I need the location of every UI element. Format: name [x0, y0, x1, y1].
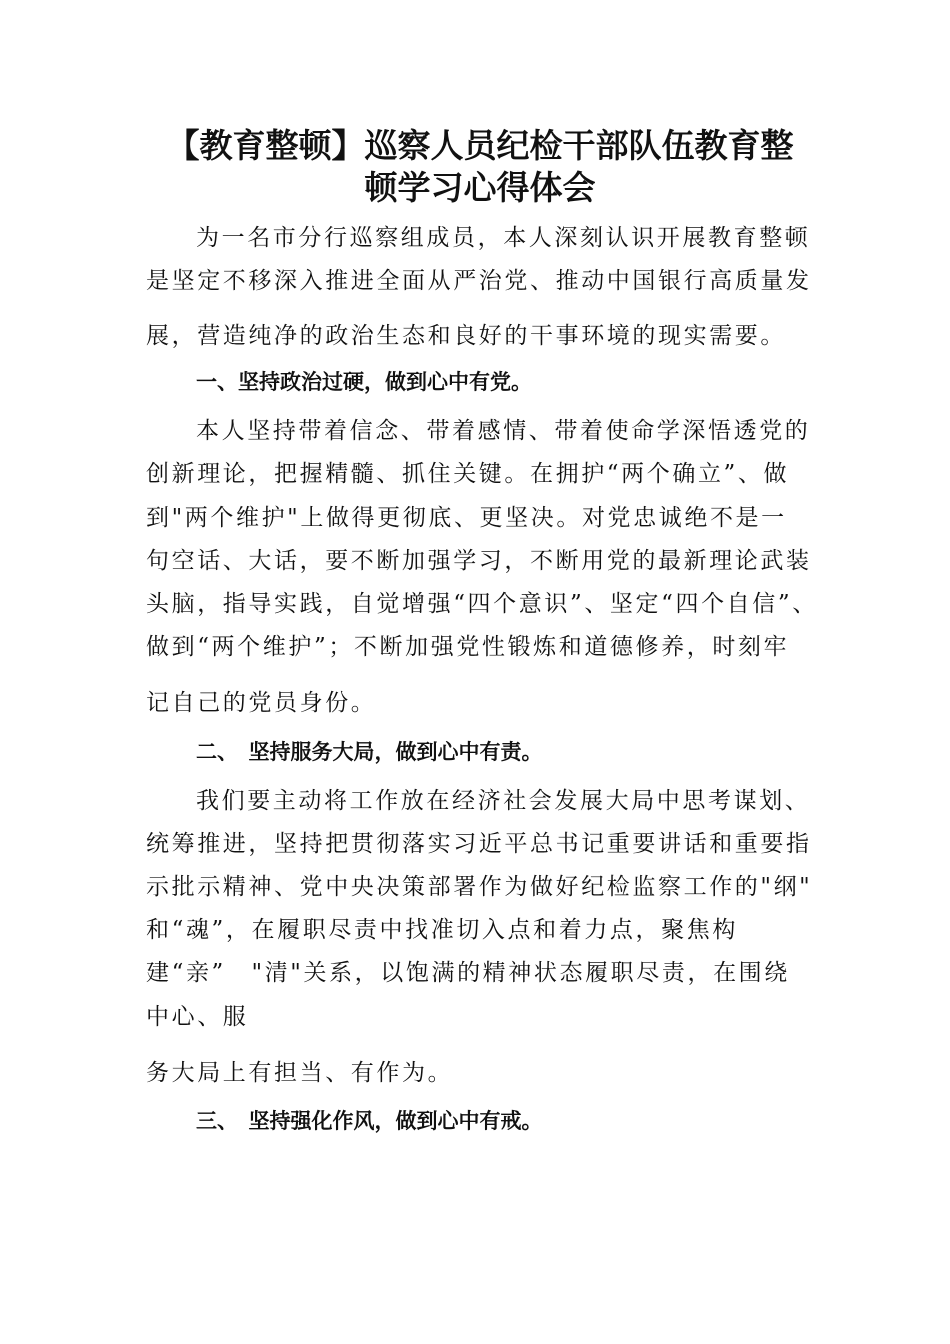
- section-2-line: 务大局上有担当、有作为。: [146, 1060, 454, 1086]
- section-1-line: 句空话、大话，要不断加强学习，不断用党的最新理论武装: [146, 548, 812, 574]
- section-2-heading: 二、 坚持服务大局，做到心中有责。: [196, 740, 543, 764]
- section-2-line: 中心、服: [146, 1004, 249, 1030]
- section-1-line: 创新理论，把握精髓、抓住关键。在拥护“两个确立”、做: [146, 461, 790, 487]
- section-1-line: 记自己的党员身份。: [146, 690, 377, 716]
- document-title-line-1: 【教育整顿】巡察人员纪检干部队伍教育整: [166, 126, 794, 165]
- section-2-line: 和“魂”，在履职尽责中找准切入点和着力点，聚焦构: [146, 917, 738, 943]
- section-2-line: 统筹推进，坚持把贯彻落实习近平总书记重要讲话和重要指: [146, 831, 812, 857]
- intro-line: 展，营造纯净的政治生态和良好的干事环境的现实需要。: [146, 323, 786, 349]
- section-1-line: 做到“两个维护”；不断加强党性锻炼和道德修养，时刻牢: [146, 634, 790, 660]
- section-1-line: 到"两个维护"上做得更彻底、更坚决。对党忠诚绝不是一: [146, 505, 787, 531]
- section-1-line: 本人坚持带着信念、带着感情、带着使命学深悟透党的: [196, 418, 811, 444]
- document-title-line-2: 顿学习心得体会: [364, 168, 596, 207]
- section-3-heading: 三、 坚持强化作风，做到心中有戒。: [196, 1109, 543, 1133]
- section-1-heading: 一、坚持政治过硬，做到心中有党。: [196, 370, 532, 394]
- section-1-line: 头脑，指导实践，自觉增强“四个意识”、坚定“四个自信”、: [146, 591, 818, 617]
- intro-line: 是坚定不移深入推进全面从严治党、推动中国银行高质量发: [146, 268, 812, 294]
- section-2-line: 我们要主动将工作放在经济社会发展大局中思考谋划、: [196, 788, 811, 814]
- intro-line: 为一名市分行巡察组成员，本人深刻认识开展教育整顿: [196, 225, 811, 251]
- section-2-line: 示批示精神、党中央决策部署作为做好纪检监察工作的"纲": [146, 874, 813, 900]
- section-2-line: 建“亲” "清"关系，以饱满的精神状态履职尽责，在围绕: [146, 960, 790, 986]
